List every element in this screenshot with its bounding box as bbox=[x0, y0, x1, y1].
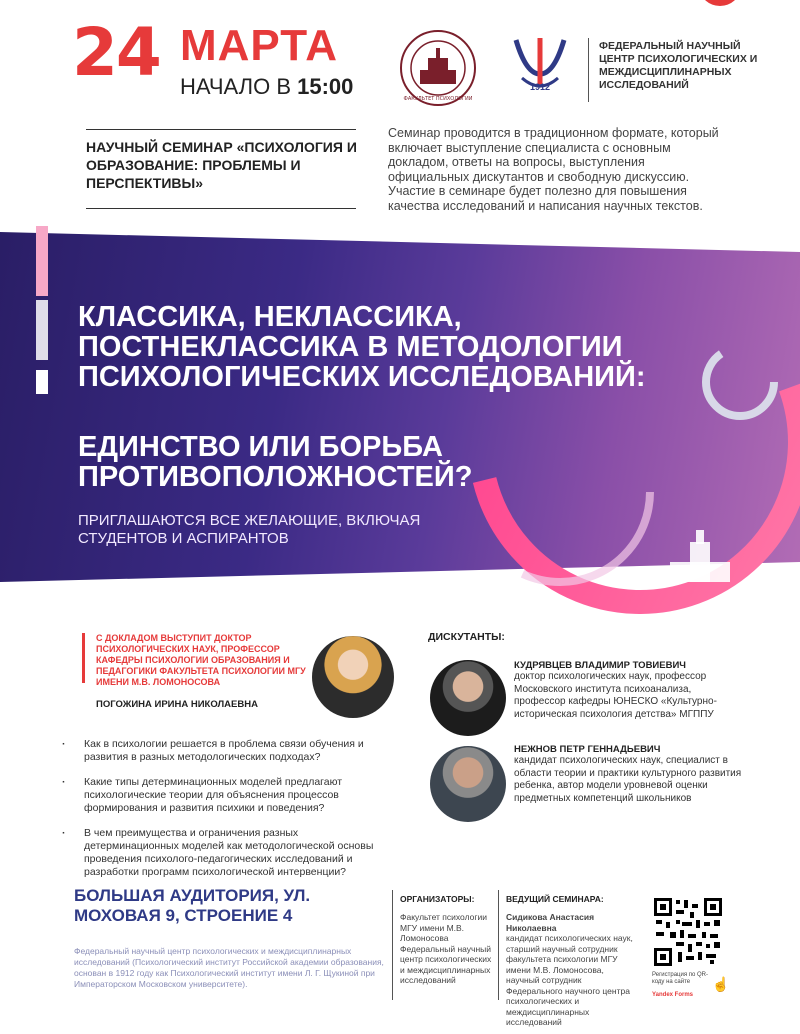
side-stripe-top bbox=[36, 226, 48, 296]
host-label: ВЕДУЩИЙ СЕМИНАРА: bbox=[506, 894, 604, 904]
speaker-name: ПОГОЖИНА ИРИНА НИКОЛАЕВНА bbox=[96, 699, 258, 710]
footer-note: Федеральный научный центр психологических и междисциплинарных исследований (Психологический институт Российской академии образования, основан в 1912 году как Психологический институт имени Л. Г. Щукиной при Императорском Московском университете). bbox=[74, 946, 384, 989]
registration-qr-code[interactable] bbox=[652, 896, 724, 968]
banner-subtitle: ЕДИНСТВО ИЛИ БОРЬБА ПРОТИВОПОЛОЖНОСТЕЙ? bbox=[78, 431, 473, 493]
banner-invite: ПРИГЛАШАЮТСЯ ВСЕ ЖЕЛАЮЩИЕ, ВКЛЮЧАЯ СТУДЕНТОВ И АСПИРАНТОВ bbox=[78, 512, 421, 547]
seminar-title: НАУЧНЫЙ СЕМИНАР «ПСИХОЛОГИЯ И ОБРАЗОВАНИЕ: ПРОБЛЕМЫ И ПЕРСПЕКТИВЫ» bbox=[86, 139, 357, 191]
start-prefix: НАЧАЛО В bbox=[180, 74, 291, 99]
speaker-accent-bar bbox=[82, 633, 85, 683]
hero-banner bbox=[0, 232, 800, 614]
start-time bbox=[180, 76, 353, 98]
discussant-name: НЕЖНОВ ПЕТР ГЕННАДЬЕВИЧ bbox=[514, 744, 661, 755]
date-month: МАРТА bbox=[180, 21, 339, 70]
host-block bbox=[506, 894, 636, 1028]
institute-year: 1912 bbox=[529, 82, 551, 92]
organizers-label: ОРГАНИЗАТОРЫ: bbox=[400, 894, 475, 904]
org-name: ФЕДЕРАЛЬНЫЙ НАУЧНЫЙ ЦЕНТР ПСИХОЛОГИЧЕСКИХ И МЕЖДИСЦИПЛИНАРНЫХ ИССЛЕДОВАНИЙ bbox=[599, 40, 758, 91]
start-hour: 15:00 bbox=[297, 74, 354, 99]
discussant-desc: доктор психологических наук, профессор Московского института психоанализа, профессор кафедры ЮНЕСКО «Культурно-историческая психология детства» МГППУ bbox=[514, 671, 717, 720]
question-item: · В чем преимущества и ограничения разных детерминационных моделей как методологической основы проведения психолого-педагогических исследований и разработки программ психологической интервенции? bbox=[74, 827, 374, 879]
speaker-intro: С ДОКЛАДОМ ВЫСТУПИТ ДОКТОР ПСИХОЛОГИЧЕСКИХ НАУК, ПРОФЕССОР КАФЕДРЫ ПСИХОЛОГИИ ОБРАЗОВАНИЯ И ПЕДАГОГИКИ ФАКУЛЬТЕТА ПСИХОЛОГИИ МГУ ИМЕНИ М.В. ЛОМОНОСОВА bbox=[96, 633, 306, 687]
banner-decoration bbox=[0, 232, 800, 614]
institute-psi-logo bbox=[508, 34, 572, 104]
banner-title: КЛАССИКА, НЕКЛАССИКА, ПОСТНЕКЛАССИКА В МЕТОДОЛОГИИ ПСИХОЛОГИЧЕСКИХ ИССЛЕДОВАНИЙ: bbox=[78, 301, 646, 393]
speaker-photo bbox=[312, 636, 394, 718]
qr-caption: Регистрация по QR-коду на сайте bbox=[652, 972, 708, 985]
organizers-block bbox=[400, 894, 492, 986]
university-seal-logo bbox=[398, 28, 478, 108]
hand-pointer-icon: ☝ bbox=[712, 976, 730, 992]
qr-brand: Yandex Forms bbox=[652, 992, 694, 998]
footer-divider-2 bbox=[498, 890, 499, 1000]
host-text: кандидат психологических наук, старший научный сотрудник факультета психологии МГУ имени М.В. Ломоносова, научный сотрудник Федерального научного центра психологических и междисциплинарных исследований bbox=[506, 933, 633, 1027]
question-list bbox=[74, 738, 374, 891]
title-rule-top bbox=[86, 129, 356, 130]
corner-accent-shape bbox=[700, 0, 740, 6]
question-item: · Как в психологии решается в проблема связи обучения и развития в разных методологических подходах? bbox=[74, 738, 374, 764]
footer-divider-1 bbox=[392, 890, 393, 1000]
side-stripe-mid bbox=[36, 300, 48, 360]
date-day: 24 bbox=[72, 14, 160, 91]
discussant-name: КУДРЯВЦЕВ ВЛАДИМИР ТОВИЕВИЧ bbox=[514, 660, 686, 671]
side-stripe-bottom bbox=[36, 370, 48, 394]
question-item: · Какие типы детерминационных моделей предлагают психологические теории для объяснения процессов формирования и развития психики и поведения? bbox=[74, 776, 374, 815]
discussant-card-2 bbox=[514, 744, 744, 805]
venue-address: БОЛЬШАЯ АУДИТОРИЯ, УЛ. МОХОВАЯ 9, СТРОЕНИЕ 4 bbox=[74, 886, 311, 925]
discussants-label: ДИСКУТАНТЫ: bbox=[428, 631, 505, 643]
discussant-photo-1 bbox=[430, 660, 506, 736]
host-name: Сидикова Анастасия Николаевна bbox=[506, 912, 595, 933]
organizers-text: Факультет психологии МГУ имени М.В. Ломоносова Федеральный научный центр психологических и междисциплинарных исследований bbox=[400, 912, 492, 985]
discussant-photo-2 bbox=[430, 746, 506, 822]
discussant-desc: кандидат психологических наук, специалист в области теории и практики культурного развития ребенка, автор модели уровневой оценки предметных компетенций школьников bbox=[514, 755, 742, 804]
seminar-description: Семинар проводится в традиционном формате, который включает выступление специалиста с основным докладом, ответы на вопросы, выступления официальных дискутантов и свободную дискуссию. Участие в семинаре будет полезно для повышения качества исследований и написания научных текстов. bbox=[388, 126, 719, 213]
header-divider bbox=[588, 38, 589, 102]
discussant-card-1 bbox=[514, 660, 744, 721]
seal-text: ФАКУЛЬТЕТ ПСИХОЛОГИИ bbox=[403, 96, 473, 102]
title-rule-bottom bbox=[86, 208, 356, 209]
